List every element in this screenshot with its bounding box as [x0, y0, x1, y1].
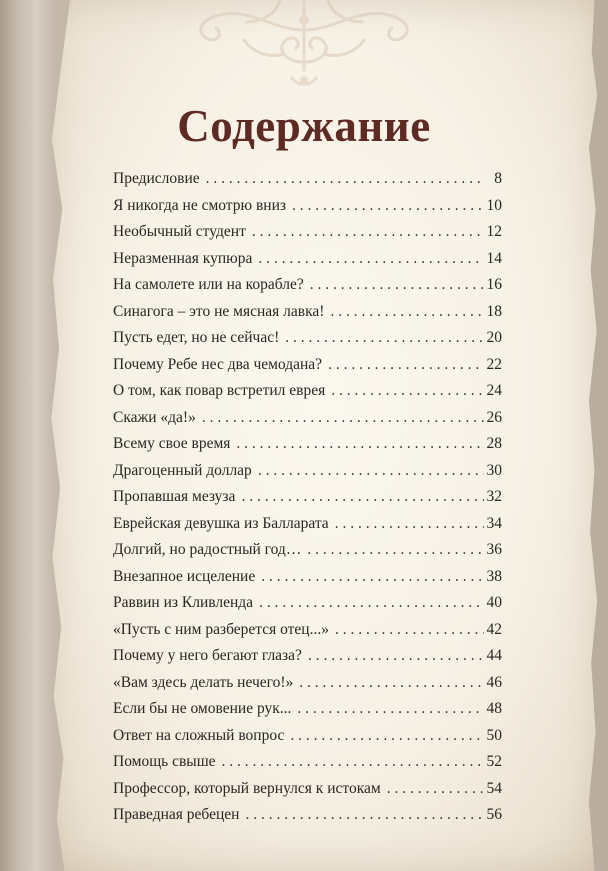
toc-entry-page-number: 56: [486, 806, 502, 823]
toc-entry-page-number: 50: [486, 726, 502, 744]
dot-leader: [297, 700, 484, 718]
toc-entry: [113, 621, 502, 648]
toc-entry-page-number: 24: [486, 382, 502, 399]
toc-entry: [113, 223, 502, 250]
dot-leader: [206, 170, 484, 188]
dot-leader: [328, 356, 484, 374]
dot-leader: [259, 594, 484, 612]
toc-entry-title: Всему свое время: [113, 435, 231, 452]
toc-entry-title: Скажи «да!»: [113, 408, 196, 426]
toc-entry-page-number: 28: [486, 435, 502, 452]
toc-entry: [113, 647, 502, 674]
toc-entry: [113, 674, 502, 701]
toc-entry-title: Пропавшая мезуза: [113, 488, 236, 505]
toc-entry-title: Необычный студент: [113, 223, 246, 240]
dot-leader: [310, 276, 484, 294]
toc-entry-title: «Вам здесь делать нечего!»: [113, 673, 294, 691]
toc-entry-title: Пусть едет, но не сейчас!: [113, 329, 280, 346]
dot-leader: [258, 462, 484, 480]
dot-leader: [308, 647, 484, 665]
dot-leader: [258, 250, 484, 268]
toc-entry: [113, 753, 502, 780]
toc-entry: [113, 806, 502, 833]
toc-entry-page-number: 12: [486, 223, 502, 240]
toc-entry: [113, 780, 502, 807]
toc-entry-title: Ответ на сложный вопрос: [113, 726, 285, 744]
toc-entry: [113, 303, 502, 330]
toc-entry-page-number: 46: [486, 673, 502, 691]
toc-entry-page-number: 22: [486, 355, 502, 373]
toc-entry: [113, 515, 502, 542]
toc-entry-page-number: 44: [486, 647, 502, 664]
toc-entry-title: Я никогда не смотрю вниз: [113, 196, 287, 214]
toc-entry: [113, 568, 502, 595]
toc-entry-title: Неразменная купюра: [113, 249, 253, 267]
dot-leader: [252, 223, 484, 241]
toc-entry-page-number: 52: [486, 753, 502, 770]
toc-entry-title: Долгий, но радостный год…: [113, 541, 302, 558]
dot-leader: [299, 674, 484, 692]
toc-entry-page-number: 10: [486, 196, 502, 214]
toc-entry-page-number: 38: [486, 567, 502, 585]
toc-entry: [113, 435, 502, 462]
dot-leader: [335, 621, 484, 639]
toc-entry-page-number: 30: [486, 461, 502, 479]
toc-entry: [113, 382, 502, 409]
dot-leader: [330, 303, 484, 321]
toc-entry-title: Внезапное исцеление: [113, 567, 256, 585]
dot-leader: [331, 382, 484, 400]
dot-leader: [307, 541, 484, 559]
toc-entry-title: Еврейская девушка из Балларата: [113, 514, 329, 532]
toc-entry: [113, 462, 502, 489]
toc-entry-page-number: 20: [486, 329, 502, 346]
toc-entry-title: Синагога – это не мясная лавка!: [113, 302, 325, 320]
toc-entry-title: «Пусть с ним разберется отец...»: [113, 620, 329, 638]
dot-leader: [387, 780, 484, 798]
toc-entry: [113, 541, 502, 568]
toc-entry-page-number: 36: [486, 541, 502, 558]
toc-entry-title: Предисловие: [113, 170, 200, 187]
toc-entry: [113, 250, 502, 277]
floral-ornament-icon: [184, 0, 424, 92]
dot-leader: [261, 568, 484, 586]
dot-leader: [245, 806, 484, 824]
toc-entry-title: Праведная ребецен: [113, 806, 240, 823]
toc-entry: [113, 488, 502, 515]
toc-entry-page-number: 8: [494, 170, 502, 187]
toc-entry-page-number: 42: [486, 620, 502, 638]
dot-leader: [290, 727, 484, 745]
toc-entry-title: Если бы не омовение рук...: [113, 700, 292, 717]
toc-entry-page-number: 54: [486, 779, 502, 797]
toc-entry: [113, 170, 502, 197]
toc-entry: [113, 276, 502, 303]
toc-entry-page-number: 34: [486, 514, 502, 532]
toc-entry: [113, 329, 502, 356]
toc-entry: [113, 594, 502, 621]
toc-entry-page-number: 16: [486, 276, 502, 293]
toc-entry-title: Помощь свыше: [113, 753, 216, 770]
toc-entry-title: Профессор, который вернулся к истокам: [113, 779, 381, 797]
toc-entry-page-number: 48: [486, 700, 502, 717]
toc-entry-title: О том, как повар встретил еврея: [113, 382, 326, 399]
toc-entry: [113, 700, 502, 727]
dot-leader: [202, 409, 484, 427]
page-title: Содержание: [177, 101, 431, 151]
toc-entry: [113, 356, 502, 383]
toc-entry-title: Раввин из Кливленда: [113, 594, 254, 611]
toc-entry-page-number: 32: [486, 488, 502, 505]
toc-entry: [113, 197, 502, 224]
toc-entry-title: На самолете или на корабле?: [113, 276, 304, 293]
dot-leader: [335, 515, 484, 533]
toc-entry-page-number: 18: [486, 302, 502, 320]
toc-entry: [113, 409, 502, 436]
dot-leader: [222, 753, 484, 771]
toc-entry-title: Драгоценный доллар: [113, 461, 252, 479]
toc-entry-page-number: 40: [486, 594, 502, 611]
dot-leader: [241, 488, 484, 506]
dot-leader: [285, 329, 484, 347]
table-of-contents: [113, 170, 502, 833]
dot-leader: [292, 197, 484, 215]
toc-entry-title: Почему у него бегают глаза?: [113, 647, 302, 664]
toc-entry-page-number: 26: [486, 408, 502, 426]
dot-leader: [236, 435, 484, 453]
toc-entry-title: Почему Ребе нес два чемодана?: [113, 355, 323, 373]
toc-entry-page-number: 14: [486, 249, 502, 267]
toc-entry: [113, 727, 502, 754]
